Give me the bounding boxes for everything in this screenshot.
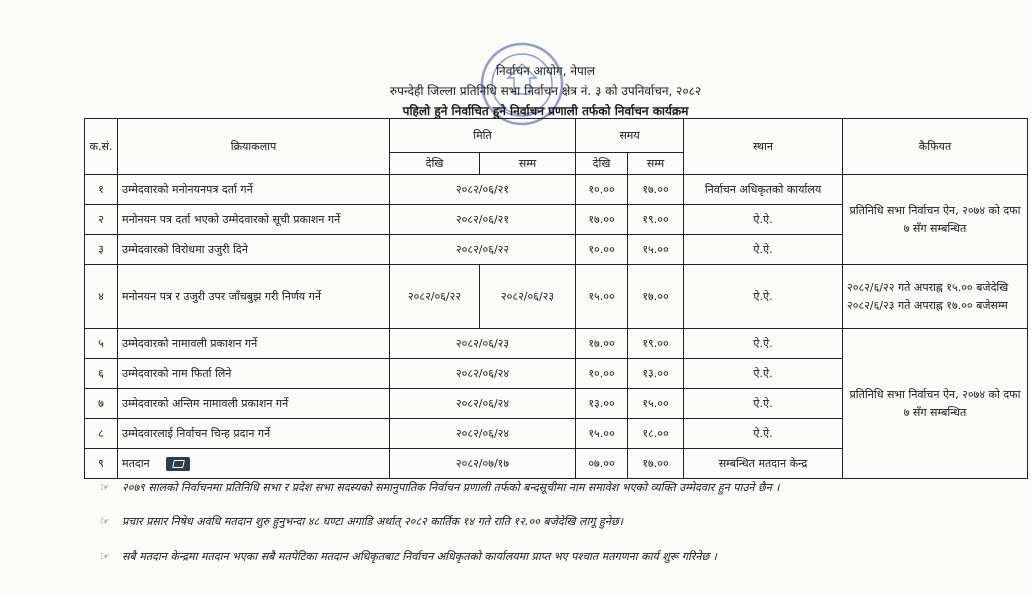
row-time-from: १३.०० bbox=[576, 389, 628, 419]
note-item bbox=[100, 549, 717, 564]
row-date: २०८२/०६/२४ bbox=[390, 359, 576, 389]
row-place: ऐ.ऐ. bbox=[684, 235, 843, 265]
row-place: ऐ.ऐ. bbox=[684, 359, 843, 389]
row-time-to: १७.०० bbox=[628, 265, 684, 329]
remarks-row-4: २०८२/६/२२ गते अपराह्न १५.०० बजेदेखि २०८२/६/२३ गते अपराह्न १७.०० बजेसम्म bbox=[843, 265, 1028, 329]
row-activity: उम्मेदवारको विरोधमा उजुरी दिने bbox=[118, 235, 390, 265]
row-sn: १ bbox=[85, 175, 118, 205]
header-date-from: देखि bbox=[390, 153, 480, 175]
ballot-icon bbox=[166, 457, 190, 471]
row-time-to: १५.०० bbox=[628, 235, 684, 265]
row-sn: ८ bbox=[85, 419, 118, 449]
header-time: समय bbox=[576, 119, 684, 153]
row-date: २०८२/०७/१७ bbox=[390, 449, 576, 479]
row-time-from: ०७.०० bbox=[576, 449, 628, 479]
row-time-to: १८.०० bbox=[628, 419, 684, 449]
row-sn: ९ bbox=[85, 449, 118, 479]
header-sn: क.सं. bbox=[85, 119, 118, 175]
commission-name: निर्वाचन आयोग, नेपाल bbox=[495, 64, 596, 78]
row-date: २०८२/०६/२२ bbox=[390, 235, 576, 265]
header-remarks: कैफियत bbox=[843, 119, 1028, 175]
row-time-to: १३.०० bbox=[628, 359, 684, 389]
note-text: प्रचार प्रसार निषेध अवधि मतदान शुरु हुनुभन्दा ४८ घण्टा अगाडि अर्थात् २०८२ कार्तिक १४ गते राति १२.०० बजेदेखि लागू हुनेछ। bbox=[122, 515, 623, 528]
row-time-to: १५.०० bbox=[628, 389, 684, 419]
pointing-hand-icon: ☞ bbox=[100, 550, 110, 563]
row-activity: उम्मेदवारको अन्तिम नामावली प्रकाशन गर्ने bbox=[118, 389, 390, 419]
row-activity: उम्मेदवारको नामावली प्रकाशन गर्ने bbox=[118, 329, 390, 359]
remarks-group-2: प्रतिनिधि सभा निर्वाचन ऐन, २०७४ को दफा ७ सँग सम्बन्धित bbox=[843, 329, 1028, 479]
header-place: स्थान bbox=[684, 119, 843, 175]
row-sn: २ bbox=[85, 205, 118, 235]
row-time-to: १७.०० bbox=[628, 449, 684, 479]
row-activity: उम्मेदवारको मनोनयनपत्र दर्ता गर्ने bbox=[118, 175, 390, 205]
row-date: २०८२/०६/२१ bbox=[390, 175, 576, 205]
table-row bbox=[85, 265, 1028, 329]
row-activity: मतदान bbox=[122, 457, 150, 470]
row-time-from: १०.०० bbox=[576, 235, 628, 265]
row-sn: ५ bbox=[85, 329, 118, 359]
header-activity: क्रियाकलाप bbox=[118, 119, 390, 175]
row-place: ऐ.ऐ. bbox=[684, 329, 843, 359]
row-time-to: १९.०० bbox=[628, 205, 684, 235]
note-text: सबै मतदान केन्द्रमा मतदान भएका सबै मतपेटिका मतदान अधिकृतबाट निर्वाचन अधिकृतको कार्यालयमा प्राप्त भए पश्चात मतगणना कार्य शुरू गरिनेछ । bbox=[122, 550, 717, 563]
remarks-group-1: प्रतिनिधि सभा निर्वाचन ऐन, २०७४ को दफा ७ सँग सम्बन्धित bbox=[843, 175, 1028, 265]
row-activity: उम्मेदवारको नाम फिर्ता लिने bbox=[118, 359, 390, 389]
header-time-to: सम्म bbox=[628, 153, 684, 175]
row-activity: मनोनयन पत्र दर्ता भएको उम्मेदवारको सूची प्रकाशन गर्ने bbox=[118, 205, 390, 235]
header-date: मिति bbox=[390, 119, 576, 153]
table-row bbox=[85, 175, 1028, 205]
row-date: २०८२/०६/२४ bbox=[390, 419, 576, 449]
row-place: ऐ.ऐ. bbox=[684, 389, 843, 419]
row-place: सम्बन्धित मतदान केन्द्र bbox=[684, 449, 843, 479]
row-time-from: १५.०० bbox=[576, 265, 628, 329]
document-title: पहिलो हुने निर्वाचित हुने निर्वाचन प्रणाली तर्फको निर्वाचन कार्यक्रम bbox=[402, 104, 689, 118]
row-date: २०८२/०६/२४ bbox=[390, 389, 576, 419]
note-item bbox=[100, 480, 779, 495]
election-schedule-table bbox=[84, 118, 1028, 479]
row-place: ऐ.ऐ. bbox=[684, 265, 843, 329]
row-time-from: १७.०० bbox=[576, 329, 628, 359]
row-date-from: २०८२/०६/२२ bbox=[390, 265, 480, 329]
row-time-from: १५.०० bbox=[576, 419, 628, 449]
row-time-from: १०.०० bbox=[576, 175, 628, 205]
row-time-from: १०.०० bbox=[576, 359, 628, 389]
row-sn: ७ bbox=[85, 389, 118, 419]
pointing-hand-icon: ☞ bbox=[100, 481, 110, 494]
table-row bbox=[85, 329, 1028, 359]
row-date: २०८२/०६/२१ bbox=[390, 205, 576, 235]
row-place: ऐ.ऐ. bbox=[684, 419, 843, 449]
row-place: ऐ.ऐ. bbox=[684, 205, 843, 235]
header-date-to: सम्म bbox=[480, 153, 576, 175]
row-sn: ४ bbox=[85, 265, 118, 329]
row-activity-cell bbox=[118, 449, 390, 479]
note-text: २०७९ सालको निर्वाचनमा प्रतिनिधि सभा र प्रदेश सभा सदस्यको समानुपातिक निर्वाचन प्रणाली तर्फको बन्दसूचीमा नाम समावेश भएको व्यक्ति उम्मेदवार हुन पाउने छैन । bbox=[122, 481, 780, 494]
header-time-from: देखि bbox=[576, 153, 628, 175]
row-time-from: १७.०० bbox=[576, 205, 628, 235]
row-activity: मनोनयन पत्र र उजुरी उपर जाँचबुझ गरी निर्णय गर्ने bbox=[118, 265, 390, 329]
document-subtitle: रुपन्देही जिल्ला प्रतिनिधि सभा निर्वाचन क्षेत्र नं. ३ को उपनिर्वाचन, २०८२ bbox=[389, 84, 702, 98]
table-header-row bbox=[85, 119, 1028, 153]
row-time-to: १९.०० bbox=[628, 329, 684, 359]
row-date-to: २०८२/०६/२३ bbox=[480, 265, 576, 329]
row-place: निर्वाचन अधिकृतको कार्यालय bbox=[684, 175, 843, 205]
row-activity: उम्मेदवारलाई निर्वाचन चिन्ह प्रदान गर्ने bbox=[118, 419, 390, 449]
row-date: २०८२/०६/२३ bbox=[390, 329, 576, 359]
note-item bbox=[100, 514, 623, 529]
row-sn: ६ bbox=[85, 359, 118, 389]
row-sn: ३ bbox=[85, 235, 118, 265]
pointing-hand-icon: ☞ bbox=[100, 515, 110, 528]
row-time-to: १७.०० bbox=[628, 175, 684, 205]
